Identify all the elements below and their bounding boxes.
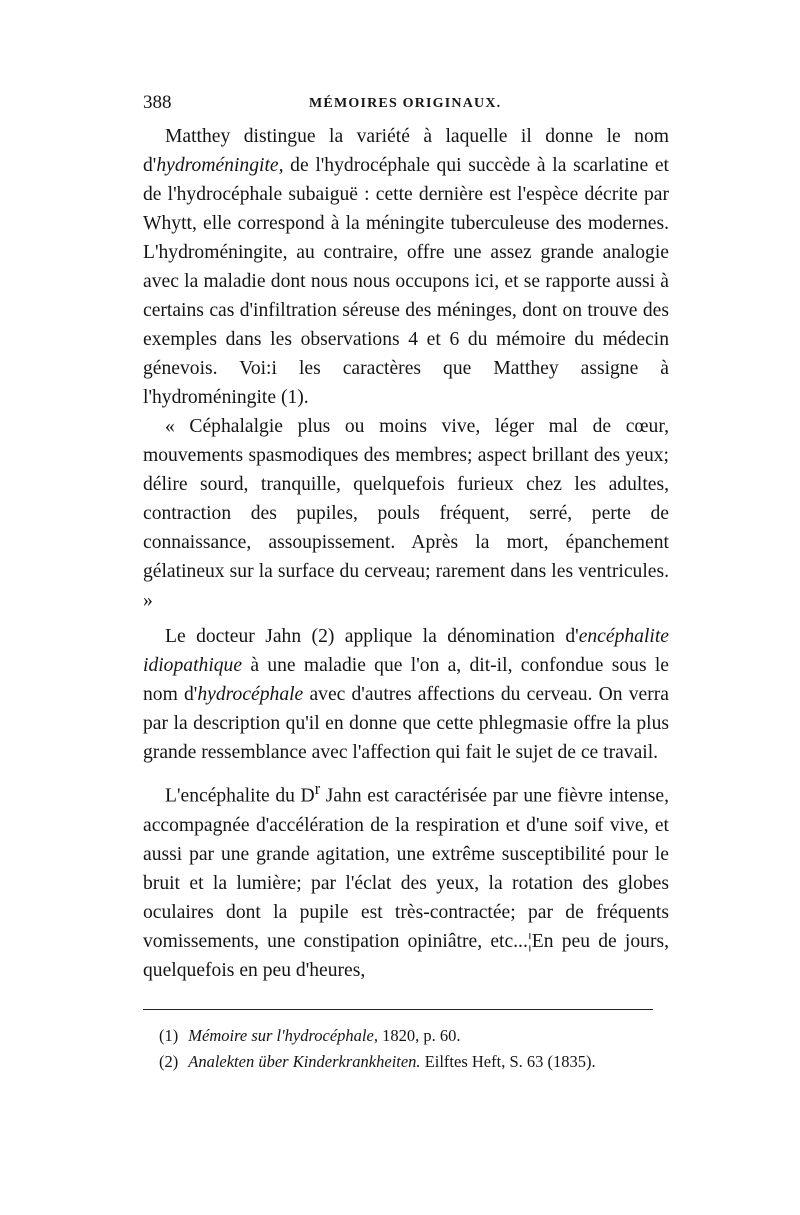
italic-term: hydroméningite, (156, 155, 284, 176)
footnote-title: Mémoire sur l'hydrocéphale (188, 1025, 374, 1045)
page-header (143, 92, 669, 122)
paragraph-encephalite (143, 774, 669, 985)
text-run: Matthey distingue la variété à laquelle il donne le nom d' (143, 126, 669, 176)
text-run: de l'hydrocéphale qui succède à la scarlatine et de l'hydrocéphale subaiguë : cette dernière est l'espèce décrite par Whytt, elle correspond à la méningite tuberculeuse des modernes. L'hydroméningite, au contraire, offre une assez grande analogie avec la maladie dont nous nous occupons ici, et se rapporte aussi à certains cas d'infiltration séreuse des méninges, dont on trouve des exemples dans les observations 4 et 6 du mémoire du médecin génevois. Voi:i les caractères que Matthey assigne à l'hydroméningite (1). (143, 155, 669, 408)
paragraph-matthey (143, 122, 669, 412)
text-run: à une maladie que l'on a, dit-il, confondue sous le nom d' (143, 655, 669, 705)
running-title: MÉMOIRES ORIGINAUX. (309, 96, 502, 111)
text-run: Jahn est caractérisée par une fièvre intense, accompagnée d'accélération de la respiration et d'une soif vive, et aussi par une grande agitation, une extrême susceptibilité pour le bruit et la lumière; par l'éclat des yeux, la rotation des globes oculaires dont la pupile est très-contractée; par de fréquents vomissements, une constipation opiniâtre, etc...¦En peu de jours, quelquefois en peu d'heures, (143, 785, 669, 981)
page-number: 388 (143, 92, 172, 113)
book-page (143, 92, 669, 1075)
text-run: L'encéphalite du D (165, 785, 315, 807)
footnote-mark: (1) (159, 1025, 179, 1045)
italic-term: encéphalite idiopathique (143, 626, 669, 676)
footnotes (143, 1023, 669, 1075)
italic-term: hydrocéphale (197, 684, 304, 705)
footnote-separator (143, 1009, 653, 1010)
footnote-2 (159, 1049, 669, 1075)
footnote-1 (159, 1023, 669, 1049)
superscript: r (314, 779, 321, 798)
text-run: Le docteur Jahn (2) applique la dénomination d' (165, 626, 579, 647)
text-run: avec d'autres affections du cerveau. On verra par la description qu'il en donne que cette phlegmasie offre la plus grande ressemblance avec l'affection qui fait le sujet de ce travail. (143, 684, 669, 763)
paragraph-jahn (143, 622, 669, 767)
footnote-title: Analekten über Kinderkrankheiten. (188, 1051, 421, 1071)
footnote-mark: (2) (159, 1051, 179, 1071)
paragraph-quote: « Céphalalgie plus ou moins vive, léger mal de cœur, mouvements spasmodiques des membres; aspect brillant des yeux; délire sourd, tranquille, quelquefois furieux chez les adultes, contraction des pupiles, pouls fréquent, serré, perte de connaissance, assoupissement. Après la mort, épanchement gélatineux sur la surface du cerveau; rarement dans les ventricules. » (143, 416, 669, 611)
body-text (143, 122, 669, 985)
footnote-rest: , 1820, p. 60. (373, 1025, 461, 1045)
footnote-rest: Eilftes Heft, S. 63 (1835). (420, 1051, 596, 1071)
